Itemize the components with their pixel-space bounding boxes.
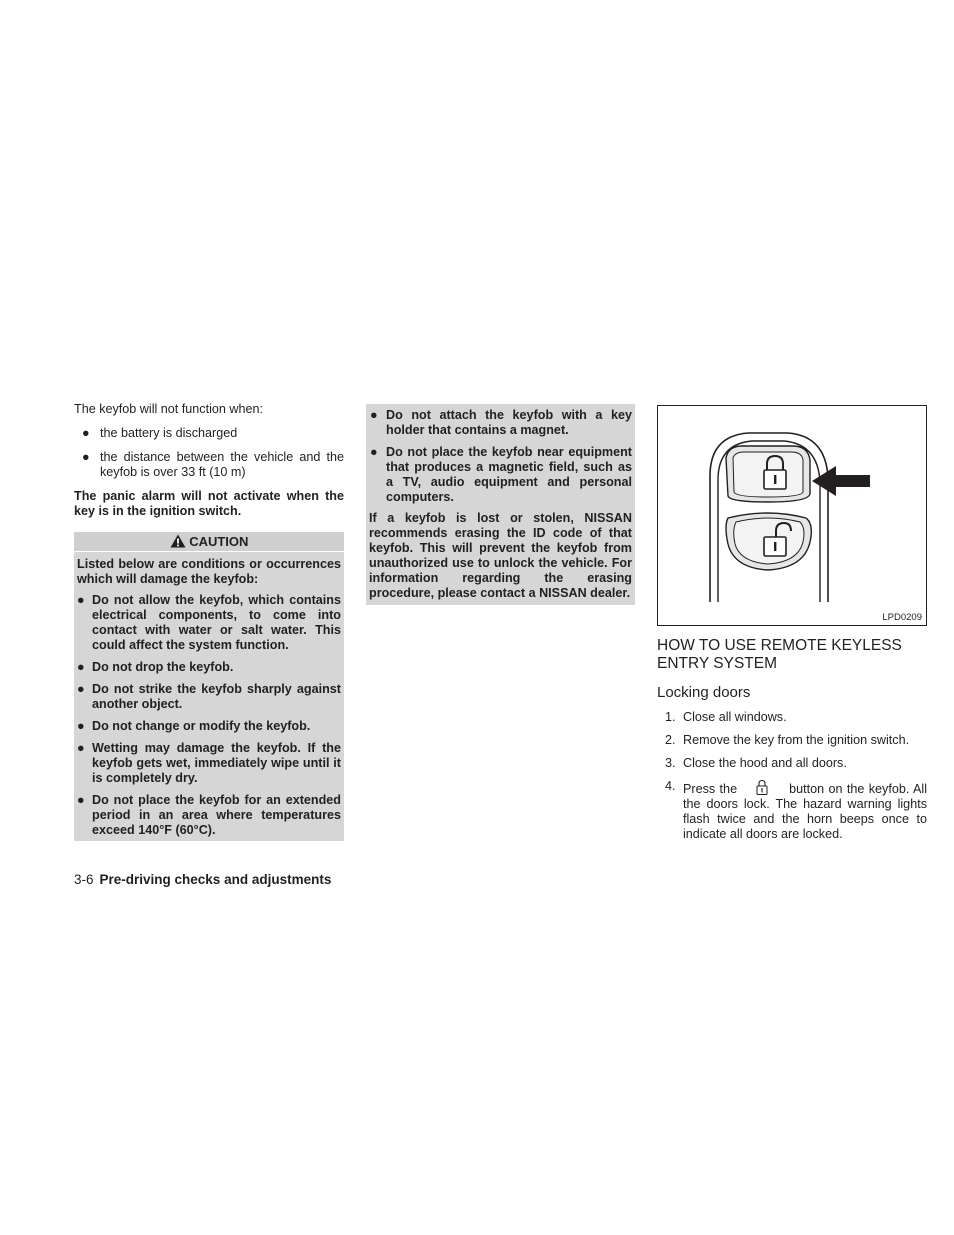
subsection-heading: Locking doors xyxy=(657,684,751,701)
bullet-icon: ● xyxy=(370,408,378,422)
bullet-icon: ● xyxy=(370,445,378,459)
bullet-icon: ● xyxy=(82,426,90,440)
lost-keyfob-note: If a keyfob is lost or stolen, NISSAN recommends erasing the ID code of that keyfob. This will prevent the keyfob from unauthorized use to unlock the vehicle. For information regarding the erasing procedure, please contact a NISSAN dealer. xyxy=(369,511,632,600)
bullet-icon: ● xyxy=(77,719,85,733)
caution-header xyxy=(74,532,344,552)
list-item: 1. Close all windows. xyxy=(665,710,787,724)
caution-intro: Listed below are conditions or occurrences which will damage the keyfob: xyxy=(77,557,341,586)
bullet-icon: ● xyxy=(77,593,85,607)
caution-item: ● Wetting may damage the keyfob. If the keyfob gets wet, immediately wipe until it is completely dry. xyxy=(77,741,341,785)
list-item: 2. Remove the key from the ignition switch. xyxy=(665,733,910,747)
bullet-icon: ● xyxy=(77,660,85,674)
caution-item: ● Do not allow the keyfob, which contains electrical components, to come into contact with water or salt water. This could affect the system function. xyxy=(77,593,341,652)
bullet-icon: ● xyxy=(77,793,85,807)
bullet-icon: ● xyxy=(77,682,85,696)
list-item: 3. Close the hood and all doors. xyxy=(665,756,847,770)
lock-button-icon xyxy=(755,779,769,796)
caution-item: ● Do not place the keyfob near equipment that produces a magnetic field, such as a TV, audio equipment and personal computers. xyxy=(370,445,632,504)
caution-box xyxy=(74,532,344,841)
caution-body xyxy=(74,552,344,841)
caution-item: ● Do not drop the keyfob. xyxy=(77,660,234,674)
intro-text: The keyfob will not function when: xyxy=(74,402,264,416)
left-column xyxy=(74,402,344,841)
keyfob-illustration xyxy=(658,406,926,625)
keyfob-figure xyxy=(657,405,927,626)
caution-title: CAUTION xyxy=(189,534,249,549)
caution-item: ● Do not place the keyfob for an extended period in an area where temperatures exceed 140°F (60°C). xyxy=(77,793,341,837)
arrow-icon xyxy=(812,466,870,496)
bullet-icon: ● xyxy=(82,450,90,464)
caution-item: ● Do not strike the keyfob sharply against another object. xyxy=(77,682,341,711)
caution-item: ● Do not attach the keyfob with a key holder that contains a magnet. xyxy=(370,408,632,437)
section-heading: HOW TO USE REMOTE KEYLESS ENTRY SYSTEM xyxy=(657,637,902,672)
section-title: Pre-driving checks and adjustments xyxy=(99,872,332,887)
figure-code: LPD0209 xyxy=(882,612,922,623)
page-number: 3-6 xyxy=(74,872,94,887)
page-footer xyxy=(74,872,331,888)
caution-continued xyxy=(366,404,635,605)
bullet-icon: ● xyxy=(77,741,85,755)
steps-list xyxy=(657,710,927,842)
panic-note: The panic alarm will not activate when the key is in the ignition switch. xyxy=(74,489,344,518)
right-column xyxy=(657,405,927,850)
warning-triangle-icon xyxy=(170,534,186,548)
caution-item: ● Do not change or modify the keyfob. xyxy=(77,719,311,733)
middle-column xyxy=(366,404,635,605)
list-item: ● the distance between the vehicle and the keyfob is over 33 ft (10 m) xyxy=(82,450,344,479)
list-item: 4. Press the button on the keyfob. All the doors lock. The hazard warning lights flash twice and the horn beeps once to indicate all doors are locked. xyxy=(665,779,927,841)
list-item: ● the battery is discharged xyxy=(82,426,238,440)
